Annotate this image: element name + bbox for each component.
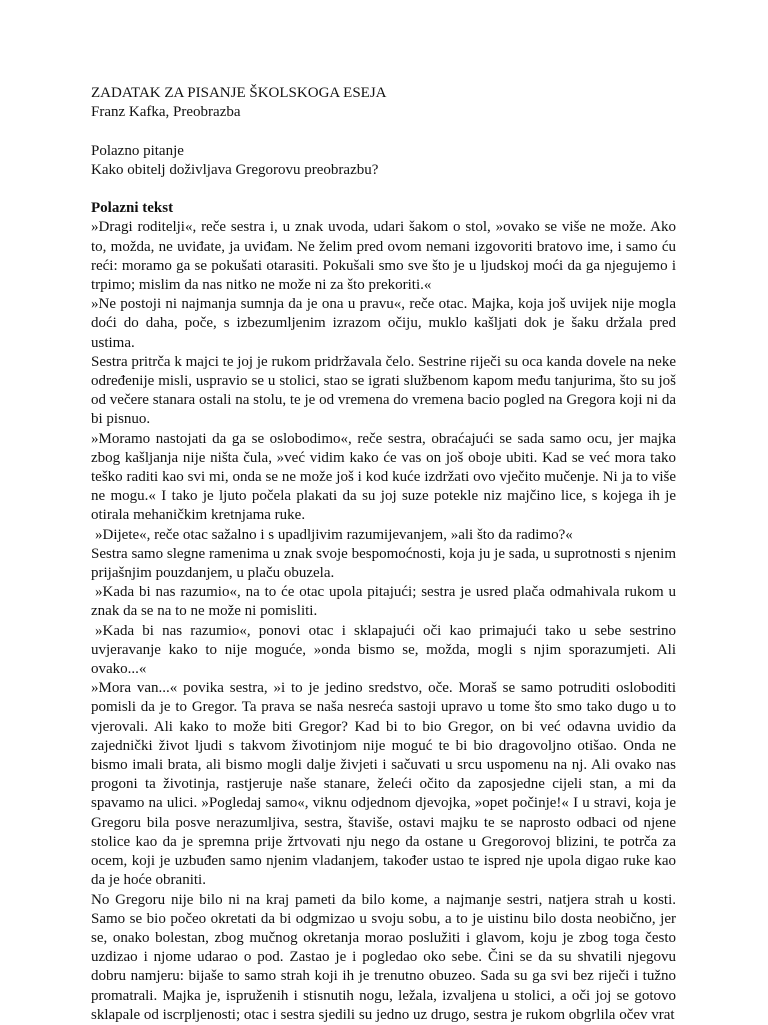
- paragraph: »Ne postoji ni najmanja sumnja da je ona u pravu«, reče otac. Majka, koja još uvijek nije mogla doći do daha, poče, s izbezumljenim izrazom očiju, muklo kašljati dok je šaku držala pred ustima.: [91, 296, 676, 351]
- source-heading: Polazni tekst: [91, 200, 174, 217]
- paragraph: Sestra pritrča k majci te joj je rukom pridržavala čelo. Sestrine riječi su oca kanda dovele na neke određenije misli, uspravio se u stolici, stao se igrati službenom kapom među tanjurima, što su još od večere stanara ostali na stolu, te je od vremena do vremena bacio pogled na Gregora koji ni da bi pisnuo.: [91, 353, 676, 428]
- paragraph: »Moramo nastojati da ga se oslobodimo«, reče sestra, obraćajući se sada samo ocu, jer majka zbog kašljanja nije ništa čula, »već vidim kako će vas on još oboje ubiti. Kad se već mora tako teško raditi kao svi mi, onda se ne može još i kod kuće izdržati ovo vječito mučenje. Ni ja to više ne mogu.« I tako je ljuto počela plakati da su joj suze potekle niz majčino lice, s kojega ih je otirala mehaničkim kretnjama ruke.: [91, 430, 676, 524]
- question-label: Polazno pitanje: [91, 142, 184, 159]
- paragraph: »Dijete«, reče otac sažalno i s upadljivim razumijevanjem, »ali što da radimo?«: [95, 526, 573, 543]
- document-subtitle: Franz Kafka, Preobrazba: [91, 104, 241, 121]
- paragraph: Sestra samo slegne ramenima u znak svoje bespomoćnosti, koja ju je sada, u suprotnosti s njenim prijašnjim pouzdanjem, u plaču obuzela.: [91, 545, 676, 582]
- paragraph: »Mora van...« povika sestra, »i to je jedino sredstvo, oče. Moraš se samo potruditi osloboditi pomisli da je to Gregor. Ta prava se naša nesreća sastoji upravo u tome što smo tako dugo u to vjerovali. Ali kako to može biti Gregor? Kad bi to bio Gregor, on bi već odavna uvidio da zajednički život ljudi s takvom životinjom nije moguć te bi bio dragovoljno otišao. Onda ne bismo imali brata, ali bismo mogli dalje živjeti i sačuvati u srcu uspomenu na nj. Ali ovako nas progoni ta životinja, rastjeruje naše stanare, želeći očito da zaposjedne cijeli stan, a mi da spavamo na ulici. »Pogledaj samo«, viknu odjednom djevojka, »opet počinje!« I u stravi, koja je Gregoru bila posve nerazumljiva, sestra, štaviše, ostavi majku te se naprosto odbaci od njene stolice kao da je spremna prije žrtvovati nju nego da ostane u Gregorovoj blizini, te potrča za ocem, koji je uzbuđen samo njenim vladanjem, također ustao te ispred nje upola digao ruke kao da je hoće obraniti.: [91, 680, 676, 889]
- paragraph: »Kada bi nas razumio«, ponovi otac i sklapajući oči kao primajući tako u sebe sestrino uvjeravanje kako to nije moguće, »onda bismo se, možda, mogli s njim sporazumjeti. Ali ovako...«: [91, 622, 676, 678]
- spacer: [91, 122, 676, 141]
- document-title: ZADATAK ZA PISANJE ŠKOLSKOGA ESEJA: [91, 85, 387, 101]
- document-page: [91, 84, 676, 1025]
- paragraph: »Kada bi nas razumio«, na to će otac upola pitajući; sestra je usred plača odmahivala rukom u znak da se na to ne može ni pomisliti.: [91, 584, 676, 620]
- paragraph: No Gregoru nije bilo ni na kraj pameti da bilo kome, a najmanje sestri, natjera strah u kosti. Samo se bio počeo okretati da bi odgmizao u svoju sobu, a to je uistinu bilo dosta neobično, jer se, onako bolestan, zbog mučnog okretanja morao poslužiti i glavom, koju je zbog toga često uzdizao i njome udarao o pod. Zastao je i pogledao oko sebe. Čini se da su shvatili njegovu dobru namjeru: bijaše to samo strah koji ih je trenutno obuzeo. Sada su ga svi bez riječi i tužno promatrali. Majka je, ispruženih i stisnutih nogu, ležala, izvaljena u stolici, a oči joj se gotovo sklapale od iscrpljenosti; otac i sestra sjedili su jedno uz drugo, sestra je rukom obgrlila očev vrat: [91, 891, 676, 1023]
- spacer: [91, 180, 676, 199]
- question-text: Kako obitelj doživljava Gregorovu preobrazbu?: [91, 161, 379, 178]
- paragraph: »Dragi roditelji«, reče sestra i, u znak uvoda, udari šakom o stol, »ovako se više ne može. Ako to, možda, ne uviđate, ja uviđam. Ne želim pred ovom nemani izgovoriti bratovo ime, i samo ću reći: moramo ga se pokušati otarasiti. Pokušali smo sve što je u ljudskoj moći da ga njegujemo i trpimo; mislim da nas nitko ne može ni za što prekoriti.«: [91, 219, 676, 293]
